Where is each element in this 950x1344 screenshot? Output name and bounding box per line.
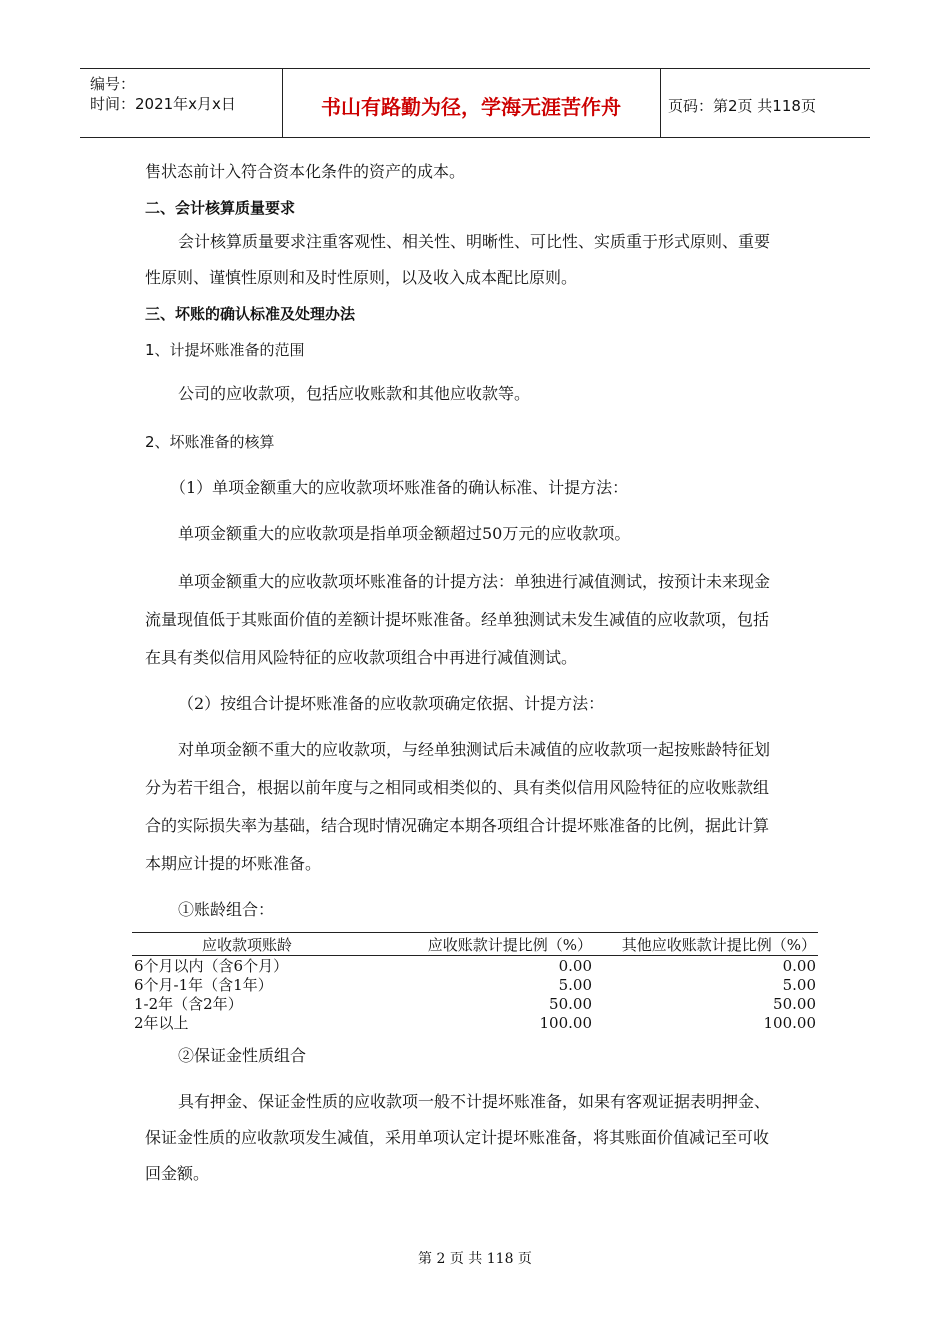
table-cell: 100.00 [539, 1014, 592, 1032]
table-cell: 50.00 [773, 995, 816, 1013]
table-cell: 6个月-1年（含1年） [134, 976, 273, 994]
subheading-accounting: 2、坏账准备的核算 [145, 433, 275, 451]
section-heading-2: 二、会计核算质量要求 [145, 199, 296, 217]
table-row [132, 976, 818, 995]
table-cell: 6个月以内（含6个月） [134, 957, 289, 975]
document-time-label: 时间：2021年x月x日 [90, 95, 236, 113]
table-cell: 100.00 [763, 1014, 816, 1032]
deposit-group-title: ②保证金性质组合 [178, 1046, 307, 1065]
paragraph-line: 分为若干组合，根据以前年度与之相同或相类似的、具有类似信用风险特征的应收账款组 [145, 778, 770, 797]
table-cell: 5.00 [782, 976, 816, 994]
header-motto: 书山有路勤为径，学海无涯苦作舟 [321, 95, 621, 119]
header-motto-cell [282, 69, 661, 137]
paragraph-line: 售状态前计入符合资本化条件的资产的成本。 [145, 162, 466, 181]
paragraph-line: 本期应计提的坏账准备。 [145, 854, 322, 873]
header-page-cell [660, 69, 870, 137]
paragraph-line: 单项金额重大的应收款项坏账准备的计提方法：单独进行减值测试，按预计未来现金 [178, 572, 771, 591]
paragraph-line: 公司的应收款项，包括应收账款和其他应收款等。 [178, 384, 531, 403]
table-row [132, 995, 818, 1014]
page-footer: 第 2 页 共 118 页 [418, 1251, 532, 1267]
subheading-scope: 1、计提坏账准备的范围 [145, 341, 305, 359]
header-page-number: 页码：第2页 共118页 [668, 97, 816, 115]
table-header-cell: 应收款项账龄 [202, 936, 293, 954]
paragraph-line: 单项金额重大的应收款项是指单项金额超过50万元的应收款项。 [178, 524, 631, 543]
table-cell: 1-2年（含2年） [134, 995, 243, 1013]
aging-group-title: ①账龄组合： [178, 900, 275, 919]
table-cell: 0.00 [782, 957, 816, 975]
table-row [132, 1014, 818, 1033]
paragraph-line: 合的实际损失率为基础，结合现时情况确定本期各项组合计提坏账准备的比例，据此计算 [145, 816, 770, 835]
table-top-rule [132, 932, 818, 933]
paragraph-line: 对单项金额不重大的应收款项，与经单独测试后未减值的应收款项一起按账龄特征划 [178, 740, 771, 759]
paragraph-line: 在具有类似信用风险特征的应收款项组合中再进行减值测试。 [145, 648, 578, 667]
table-cell: 50.00 [549, 995, 592, 1013]
paragraph-line: 回金额。 [145, 1164, 210, 1183]
page-header [80, 68, 870, 138]
paragraph-line: 会计核算质量要求注重客观性、相关性、明晰性、可比性、实质重于形式原则、重要 [178, 232, 771, 251]
document-number-label: 编号： [90, 75, 136, 93]
paragraph-line: 保证金性质的应收款项发生减值，采用单项认定计提坏账准备，将其账面价值减记至可收 [145, 1128, 770, 1147]
table-header-cell: 其他应收账款计提比例（%） [621, 936, 816, 954]
paragraph-line: 性原则、谨慎性原则和及时性原则，以及收入成本配比原则。 [145, 268, 578, 287]
table-row [132, 957, 818, 976]
item-2-title: （2）按组合计提坏账准备的应收款项确定依据、计提方法： [178, 694, 605, 713]
table-cell: 0.00 [558, 957, 592, 975]
table-header-rule [132, 955, 818, 956]
item-1-title: （1）单项金额重大的应收款项坏账准备的确认标准、计提方法： [170, 478, 629, 497]
paragraph-line: 具有押金、保证金性质的应收款项一般不计提坏账准备，如果有客观证据表明押金、 [178, 1092, 771, 1111]
table-header-cell: 应收账款计提比例（%） [427, 936, 592, 954]
table-cell: 5.00 [558, 976, 592, 994]
header-info-cell [80, 69, 283, 137]
paragraph-line: 流量现值低于其账面价值的差额计提坏账准备。经单独测试未发生减值的应收款项，包括 [145, 610, 770, 629]
section-heading-3: 三、坏账的确认标准及处理办法 [145, 305, 356, 323]
table-header-row [132, 936, 818, 955]
table-cell: 2年以上 [134, 1014, 189, 1032]
